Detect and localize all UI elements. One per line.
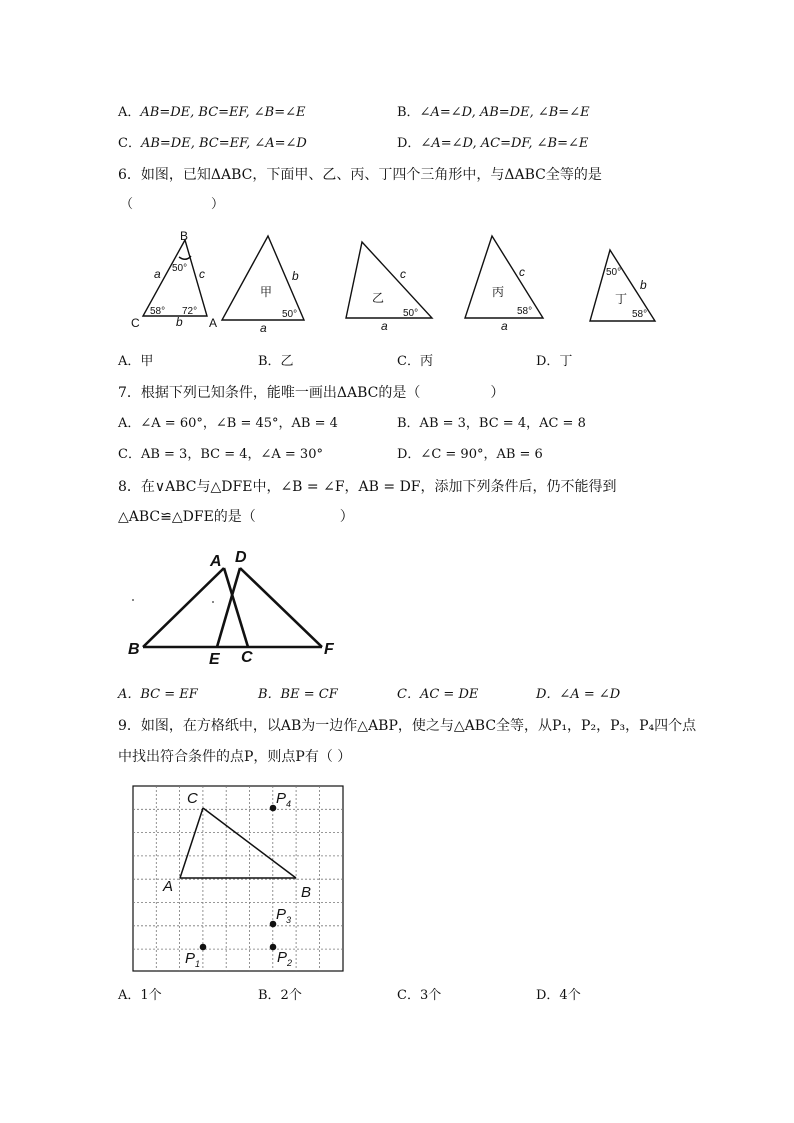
label-p2: $P_2$ [277, 949, 293, 968]
side-b-label: b [176, 315, 183, 329]
q7-option-a: A．∠A = 60°，∠B = 45°，AB = 4 [118, 416, 338, 431]
label-b: B [180, 229, 189, 243]
point-c: C [241, 649, 253, 666]
side-c-label: c [199, 267, 205, 281]
bing-side1: c [519, 265, 525, 279]
q7-option-c: C．AB = 3，BC = 4，∠A = 30° [118, 447, 323, 462]
label-a: A [163, 878, 174, 895]
q8-option-d: D．∠A = ∠D [536, 687, 621, 702]
q7-option-d: D．∠C = 90°，AB = 6 [397, 447, 543, 462]
angle-c-label: 58° [150, 306, 166, 317]
bing-angle: 58° [517, 306, 533, 317]
angle-b-label: 50° [172, 263, 188, 274]
yi-angle: 50° [403, 308, 419, 319]
yi-side2: a [381, 319, 388, 333]
q7-option-b: B．AB = 3，BC = 4，AC = 8 [397, 416, 586, 431]
q6-option-b: B．乙 [258, 354, 294, 369]
ding-angle1: 50° [606, 267, 622, 278]
bing-label: 丙 [492, 285, 505, 299]
q6-option-d: D．丁 [536, 354, 573, 369]
q5-option-b-text: ∠A=∠D, AB=DE, ∠B=∠E [419, 105, 590, 120]
yi-label: 乙 [372, 291, 385, 305]
jia-side1: b [292, 269, 299, 283]
side-a-label: a [154, 267, 161, 281]
jia-label: 甲 [260, 285, 273, 299]
jia-side2: a [260, 321, 267, 335]
bing-side2: a [501, 319, 508, 333]
ding-label: 丁 [615, 292, 628, 306]
q6-bracket: （ ） [120, 197, 225, 212]
ding-side1: b [640, 278, 647, 292]
point-f: F [324, 641, 334, 658]
triangle-abc [143, 240, 207, 316]
q5-option-c-text: AB=DE, BC=EF, ∠A=∠D [140, 136, 307, 151]
q5-option-c-label: C． [118, 136, 141, 151]
q9-option-b: B．2个 [258, 988, 302, 1003]
angle-a-label: 72° [182, 306, 198, 317]
point-e: E [209, 651, 220, 668]
q9-stem-line2: 中找出符合条件的点P，则点P有（ ） [118, 749, 352, 765]
q5-option-a-text: AB=DE, BC=EF, ∠B=∠E [140, 105, 306, 120]
q7-stem: 7．根据下列已知条件，能唯一画出ΔABC的是（ ） [118, 385, 505, 401]
q8-stem-line1: 8．在∨ABC与△DFE中，∠B = ∠F，AB = DF，添加下列条件后，仍不能得到 [118, 479, 617, 495]
label-p3: $P_3$ [276, 906, 292, 925]
q9-stem-line1: 9．如图，在方格纸中，以AB为一边作△ABP，使之与△ABC全等，从P₁，P₂，P₃，P₄四个点 [118, 718, 697, 734]
label-p4: $P_4$ [276, 790, 292, 809]
q5-option-d-text: ∠A=∠D, AC=DF, ∠B=∠E [420, 136, 589, 151]
point-b: B [128, 641, 140, 658]
q6-stem: 6．如图，已知ΔABC，下面甲、乙、丙、丁四个三角形中，与ΔABC全等的是 [118, 167, 602, 183]
jia-angle: 50° [282, 309, 298, 320]
label-a: A [209, 316, 218, 330]
yi-side1: c [400, 267, 406, 281]
ding-angle2: 58° [632, 309, 648, 320]
q6-option-c: C．丙 [397, 354, 433, 369]
q5-option-b-label: B． [397, 105, 420, 120]
point-d: D [235, 549, 247, 566]
q5-option-a-label: A． [118, 105, 141, 120]
q9-option-c: C．3个 [397, 988, 442, 1003]
q5-option-d-label: D． [397, 136, 421, 151]
q8-option-a: A．BC = EF [118, 687, 198, 702]
q8-option-b: B．BE = CF [258, 687, 338, 702]
label-c: C [187, 790, 198, 807]
triangle-yi [346, 242, 432, 318]
q6-option-a: A．甲 [118, 354, 154, 369]
label-b: B [301, 884, 312, 901]
q9-option-d: D．4个 [536, 988, 581, 1003]
point-a: A [210, 553, 222, 570]
label-c: C [131, 316, 140, 330]
q8-stem-line2: △ABC≌△DFE的是（ ） [118, 509, 354, 525]
q9-option-a: A．1个 [118, 988, 162, 1003]
label-p1: $P_1$ [185, 950, 201, 969]
q8-option-c: C．AC = DE [397, 687, 479, 702]
